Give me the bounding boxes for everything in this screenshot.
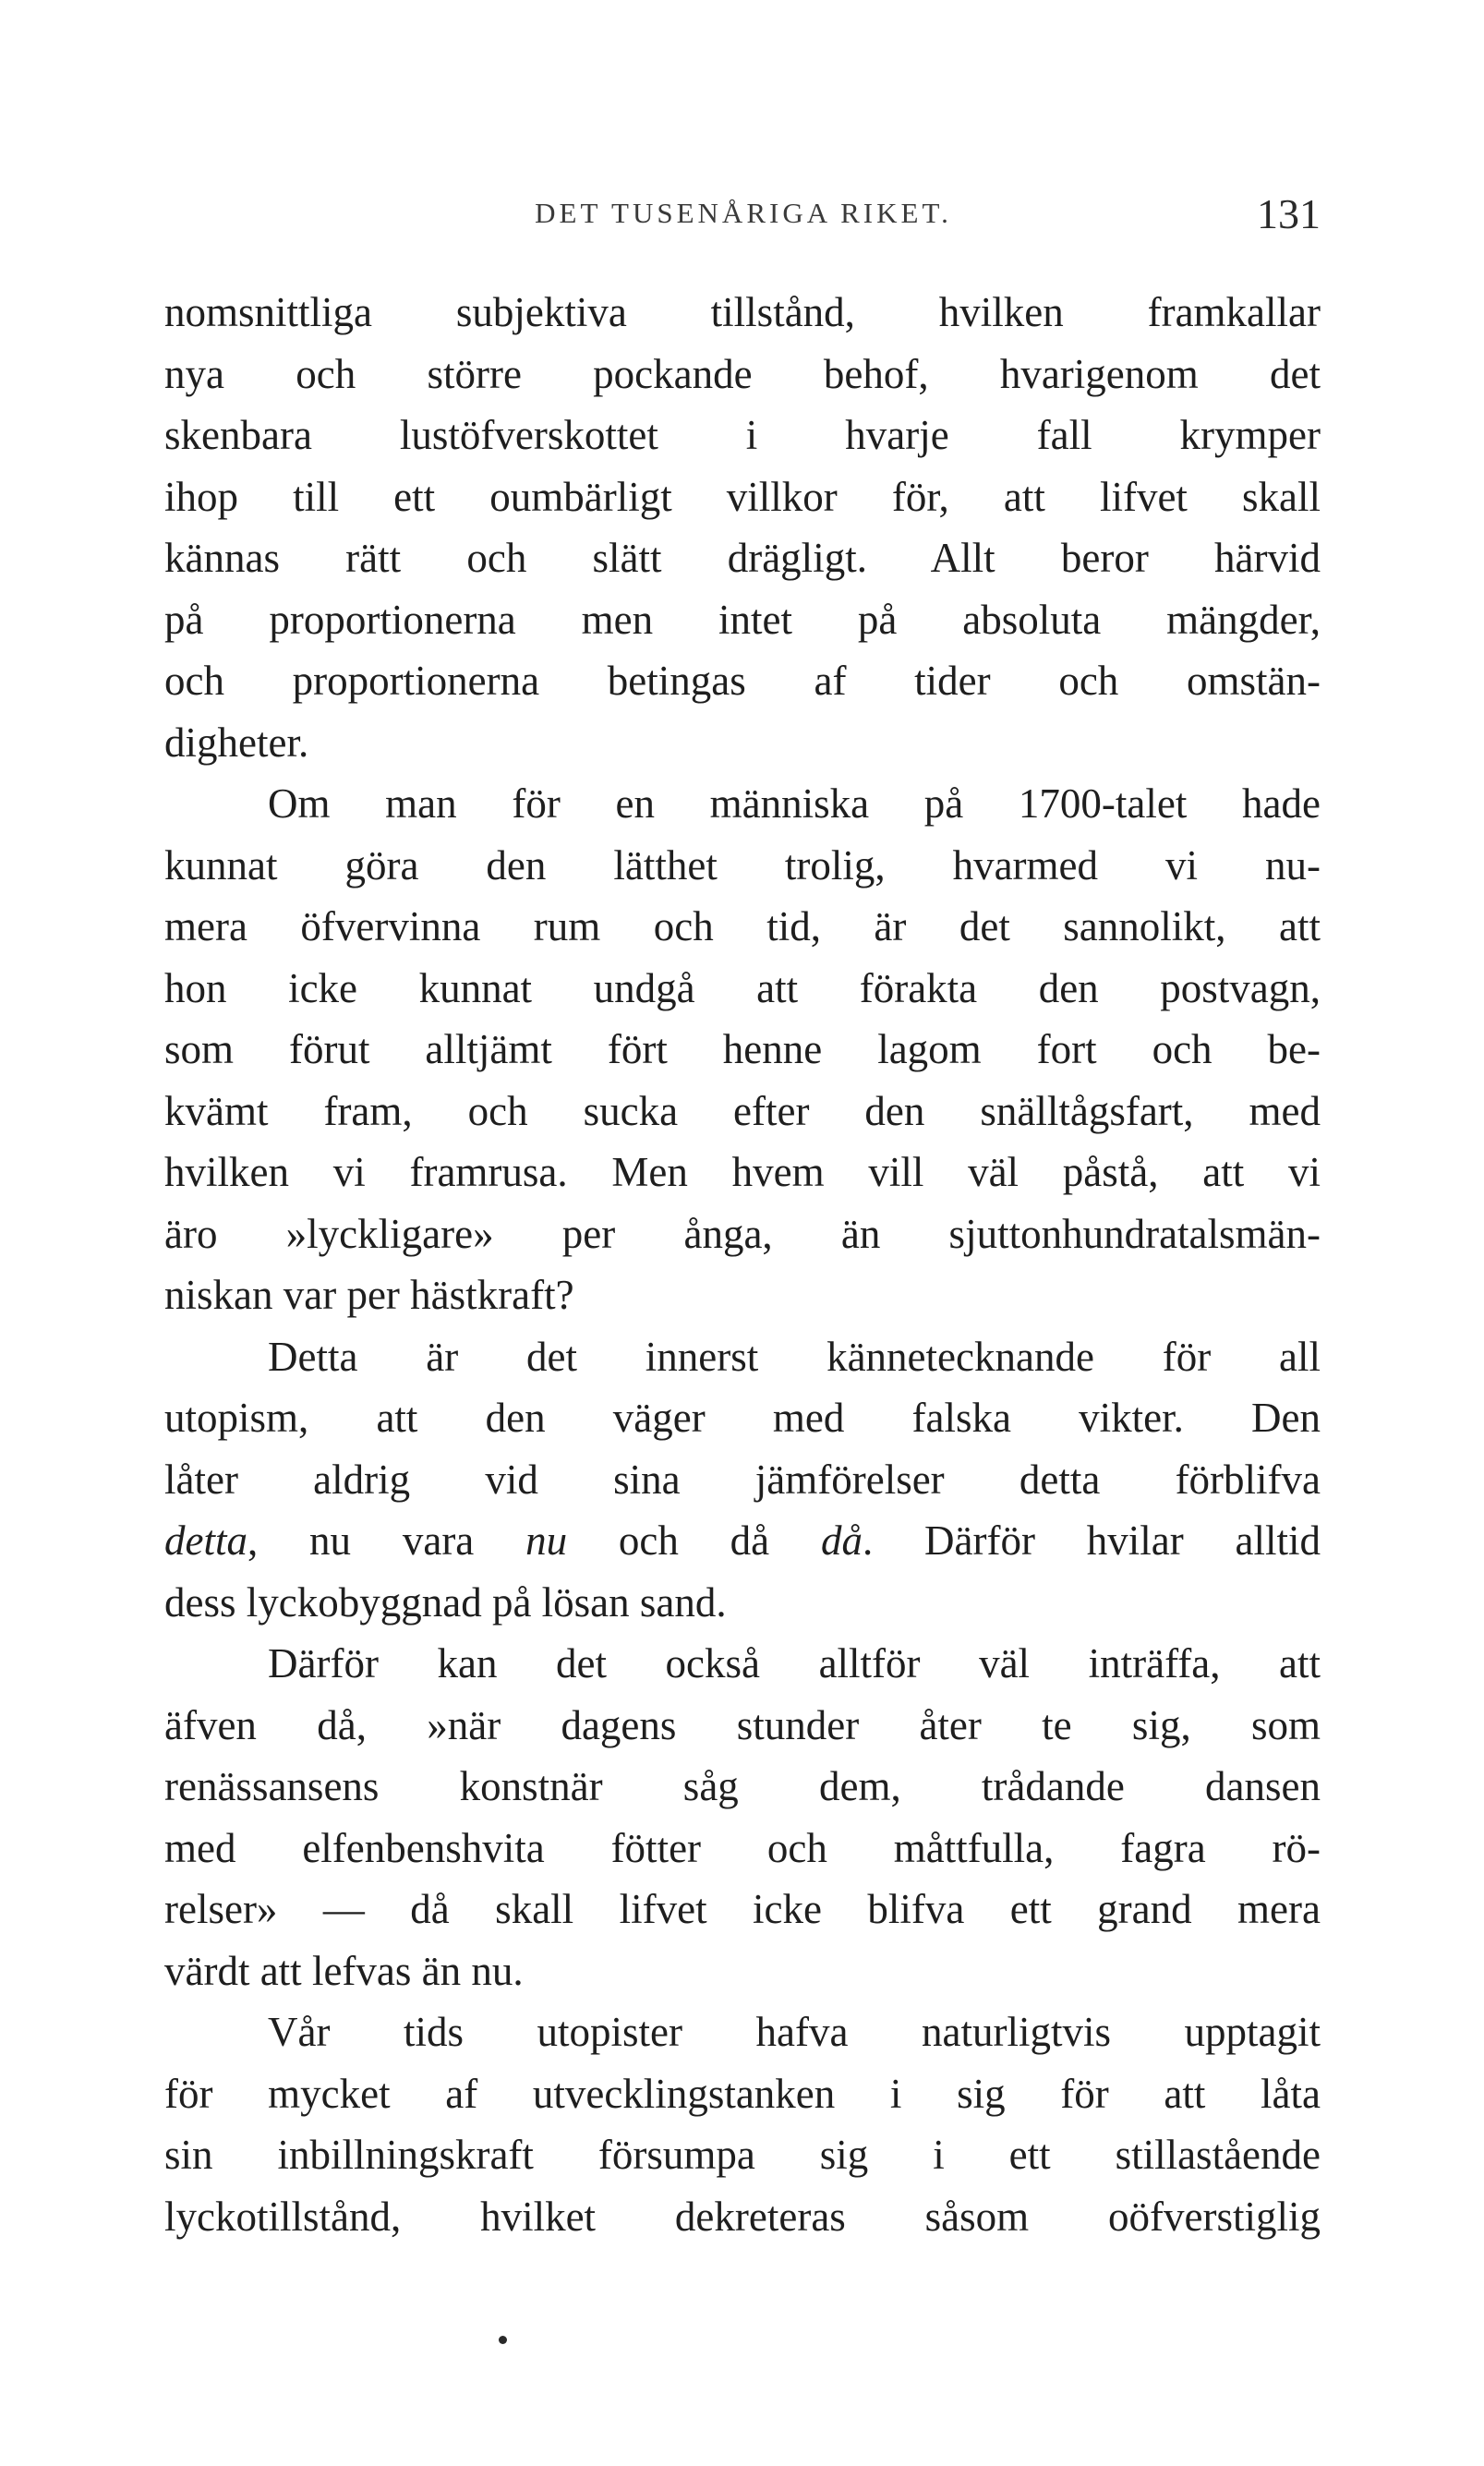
text-line: dess lyckobyggnad på lösan sand. <box>164 1578 727 1626</box>
text-line: skenbara lustöfverskottet i hvarje fall krymper <box>164 412 1321 458</box>
text-line: kännas rätt och slätt drägligt. Allt beror härvid <box>164 535 1321 581</box>
text-line: sin inbillningskraft försumpa sig i ett stillastående <box>164 2132 1321 2178</box>
text-line-with-italics <box>164 1510 1321 1572</box>
body-text <box>164 282 1321 2304</box>
text-line: mera öfvervinna rum och tid, är det sannolikt, att <box>164 903 1321 949</box>
page-number: 131 <box>1257 190 1321 237</box>
text-line: lyckotillstånd, hvilket dekreteras såsom oöfverstiglig <box>164 2193 1321 2240</box>
text-line: och proportionerna betingas af tider och omstän- <box>164 658 1321 704</box>
text-line: kunnat göra den lätthet trolig, hvarmed vi nu- <box>164 841 1321 888</box>
italic-word: då <box>820 1517 863 1564</box>
text-line: Detta är det innerst kännetecknande för all <box>268 1333 1321 1380</box>
text-line: relser» — då skall lifvet icke blifva ett grand mera <box>164 1886 1321 1932</box>
text-line: som förut alltjämt fört henne lagom fort och be- <box>164 1026 1321 1072</box>
text-line: Om man för en människa på 1700-talet hade <box>268 780 1321 827</box>
text-line: ihop till ett oumbärligt villkor för, att lifvet skall <box>164 473 1321 520</box>
text-segment: , nu vara <box>247 1517 526 1564</box>
text-line: med elfenbenshvita fötter och måttfulla, fagra rö- <box>164 1824 1321 1871</box>
text-line: på proportionerna men intet på absoluta mängder, <box>164 596 1321 643</box>
text-line: nya och större pockande behof, hvarigenom det <box>164 350 1321 397</box>
text-line: renässansens konstnär såg dem, trådande dansen <box>164 1763 1321 1809</box>
text-line: Därför kan det också alltför väl inträffa, att <box>268 1640 1321 1686</box>
text-line: utopism, att den väger med falska vikter. Den <box>164 1395 1321 1441</box>
italic-word: detta <box>164 1517 247 1564</box>
running-title: DET TUSENÅRIGA RIKET. <box>535 197 952 229</box>
text-line: värdt att lefvas än nu. <box>164 1947 524 1994</box>
running-head <box>166 189 1321 245</box>
text-segment: och då <box>567 1517 821 1564</box>
text-line: digheter. <box>164 719 309 766</box>
text-line: hvilken vi framrusa. Men hvem vill väl påstå, att vi <box>164 1149 1321 1195</box>
text-line: kvämt fram, och sucka efter den snälltågsfart, med <box>164 1087 1321 1134</box>
text-line: äro »lyckligare» per ånga, än sjuttonhundratalsmän- <box>164 1210 1321 1257</box>
italic-word: nu <box>525 1517 568 1564</box>
text-line: låter aldrig vid sina jämförelser detta förblifva <box>164 1456 1321 1503</box>
print-speck-mark <box>499 2336 507 2344</box>
text-line: niskan var per hästkraft? <box>164 1272 574 1318</box>
text-line: Vår tids utopister hafva naturligtvis upptagit <box>268 2009 1321 2055</box>
text-line: för mycket af utvecklingstanken i sig för att låta <box>164 2070 1321 2117</box>
text-line: hon icke kunnat undgå att förakta den postvagn, <box>164 964 1321 1011</box>
text-line: äfven då, »när dagens stunder åter te sig, som <box>164 1701 1321 1748</box>
text-line: nomsnittliga subjektiva tillstånd, hvilken framkallar <box>164 289 1321 335</box>
text-segment: . Därför hvilar alltid <box>862 1517 1321 1564</box>
